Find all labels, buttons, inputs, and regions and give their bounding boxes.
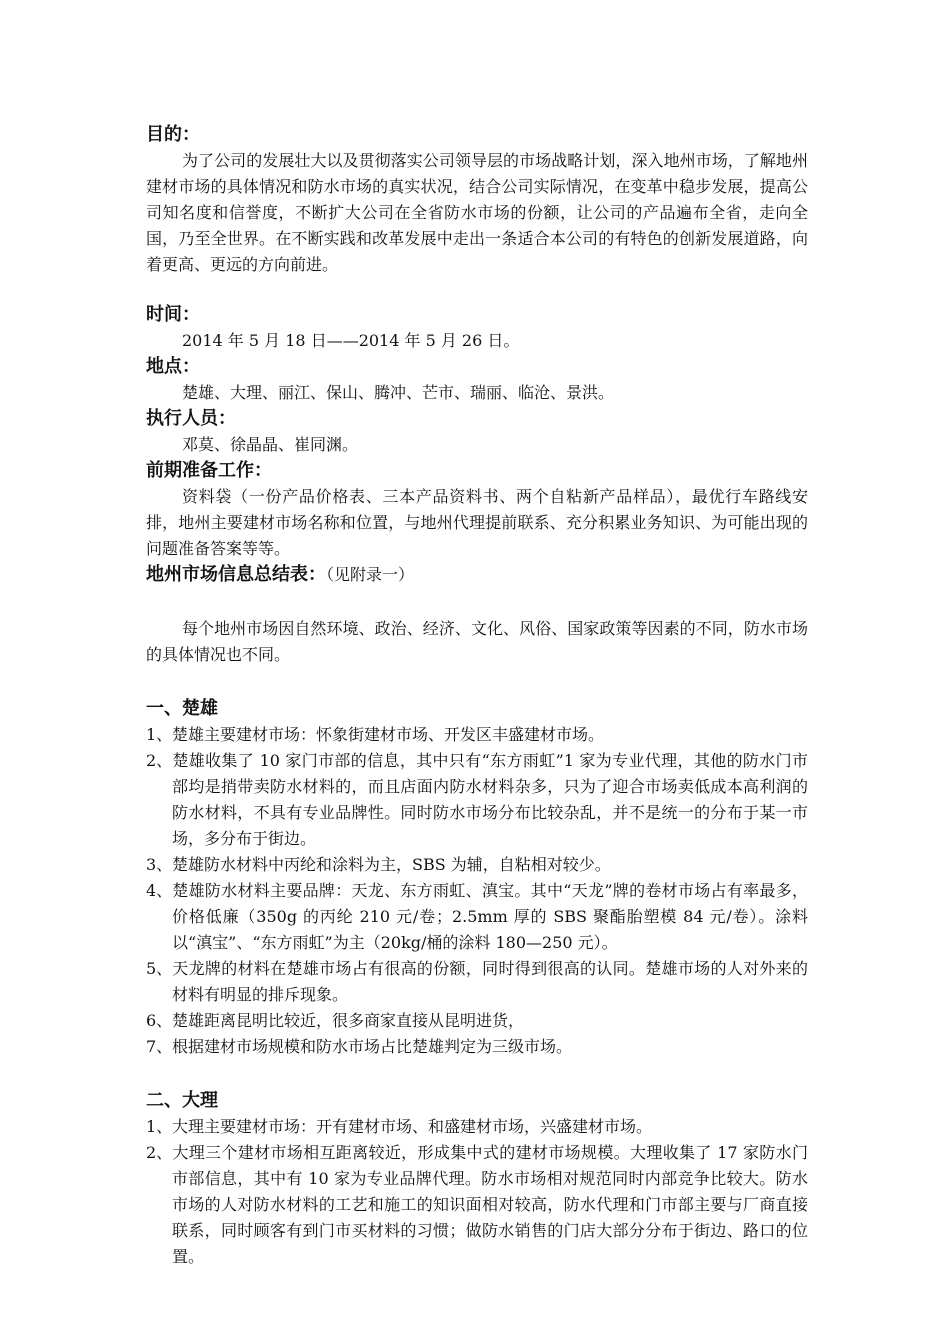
summary-heading [146,562,808,588]
item-text: 楚雄主要建材市场：怀象街建材市场、开发区丰盛建材市场。 [172,725,605,744]
location-heading: 地点： [146,356,200,377]
document-page [146,122,808,1270]
item-number: 1、 [146,1117,173,1136]
location-text: 楚雄、大理、丽江、保山、腾冲、芒市、瑞丽、临沧、景洪。 [182,383,615,402]
section-chuxiong-title: 一、楚雄 [146,698,218,719]
summary-title: 地州市场信息总结表： [146,564,326,585]
item-text: 大理三个建材市场相互距离较近，形成集中式的建材市场规模。大理收集了 17 家防水门市部信息，其中有 10 家为专业品牌代理。防水市场相对规范同时内部竞争比较大。防水市场的人对防水材料的工艺和施工的知识面相对较高，防水代理和门市部主要与厂商直接联系，同时顾客有到门市买材料的习惯；做防水销售的门店大部分分布于街边、路口的位置。 [172,1143,808,1266]
list-item [146,878,808,956]
item-number: 4、 [146,881,173,900]
purpose-heading: 目的： [146,124,200,145]
purpose-text: 为了公司的发展壮大以及贯彻落实公司领导层的市场战略计划，深入地州市场，了解地州建材市场的具体情况和防水市场的真实状况，结合公司实际情况，在变革中稳步发展，提高公司知名度和信誉度，不断扩大公司在全省防水市场的份额，让公司的产品遍布全省，走向全国，乃至全世界。在不断实践和改革发展中走出一条适合本公司的有特色的创新发展道路，向着更高、更远的方向前进。 [146,151,808,274]
list-item [146,1034,808,1060]
time-heading: 时间： [146,304,200,325]
item-number: 1、 [146,725,173,744]
section-chuxiong-list [146,722,808,1060]
list-item [146,748,808,852]
staff-heading: 执行人员： [146,408,236,429]
list-item [146,1140,808,1270]
list-item [146,1114,808,1140]
section-dali-list [146,1114,808,1270]
item-text: 根据建材市场规模和防水市场占比楚雄判定为三级市场。 [172,1037,573,1056]
item-text: 天龙牌的材料在楚雄市场占有很高的份额，同时得到很高的认同。楚雄市场的人对外来的材料有明显的排斥现象。 [172,959,808,1004]
item-text: 楚雄防水材料中丙纶和涂料为主，SBS 为辅，自粘相对较少。 [172,855,611,874]
item-text: 楚雄收集了 10 家门市部的信息，其中只有“东方雨虹”1 家为专业代理，其他的防水门市部均是捎带卖防水材料的，而且店面内防水材料杂多，只为了迎合市场卖低成本高利润的防水材料，不具有专业品牌性。同时防水市场分布比较杂乱，并不是统一的分布于某一市场，多分布于街边。 [172,751,808,848]
list-item [146,722,808,748]
prep-heading: 前期准备工作： [146,460,272,481]
item-number: 2、 [146,1143,173,1162]
summary-note: （见附录一） [326,565,415,584]
section-dali-title: 二、大理 [146,1090,218,1111]
item-text: 楚雄距离昆明比较近，很多商家直接从昆明进货， [172,1011,525,1030]
prep-text: 资料袋（一份产品价格表、三本产品资料书、两个自粘新产品样品），最优行车路线安排，地州主要建材市场名称和位置，与地州代理提前联系、充分积累业务知识、为可能出现的问题准备答案等等。 [146,487,808,558]
list-item [146,1008,808,1034]
item-number: 5、 [146,959,173,978]
time-text: 2014 年 5 月 18 日——2014 年 5 月 26 日。 [182,331,520,350]
list-item [146,956,808,1008]
item-number: 6、 [146,1011,173,1030]
list-item [146,852,808,878]
item-text: 大理主要建材市场：开有建材市场、和盛建材市场，兴盛建材市场。 [172,1117,653,1136]
item-number: 2、 [146,751,173,770]
item-text: 楚雄防水材料主要品牌：天龙、东方雨虹、滇宝。其中“天龙”牌的卷材市场占有率最多，价格低廉（350g 的丙纶 210 元/卷；2.5mm 厚的 SBS 聚酯胎塑模 84 元/卷）。涂料以“滇宝”、“东方雨虹”为主（20kg/桶的涂料 180—250 元）。 [172,881,808,952]
intro-text: 每个地州市场因自然环境、政治、经济、文化、风俗、国家政策等因素的不同，防水市场的具体情况也不同。 [146,619,808,664]
item-number: 3、 [146,855,173,874]
item-number: 7、 [146,1037,173,1056]
staff-text: 邓莫、徐晶晶、崔同渊。 [182,435,359,454]
